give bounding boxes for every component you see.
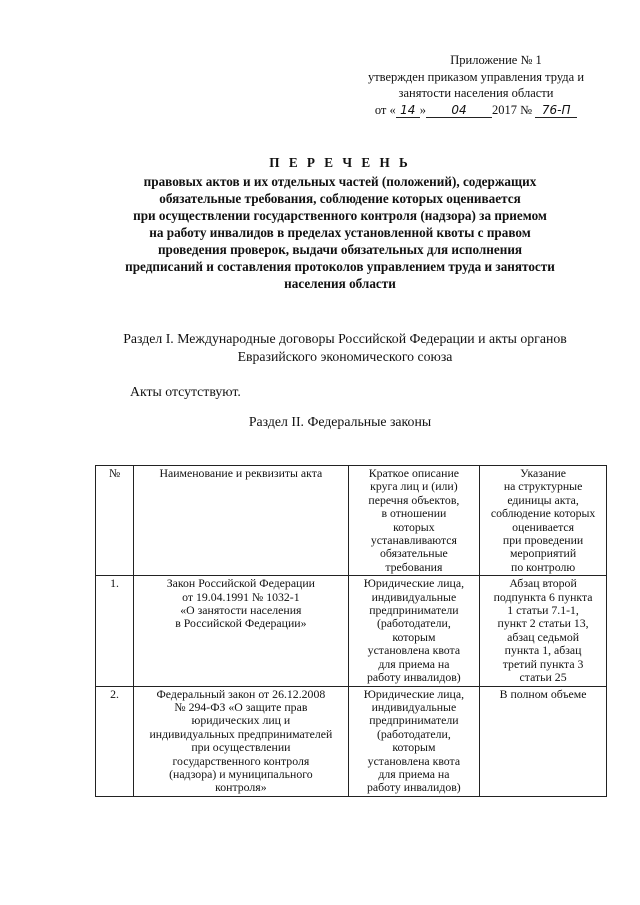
- cell-line: установлена квота: [367, 753, 461, 768]
- appendix-approved-line: утвержден приказом управления труда и: [367, 69, 585, 84]
- header-indication: [480, 466, 607, 576]
- header-line: оценивается: [512, 519, 575, 534]
- appendix-block: [356, 52, 596, 118]
- cell-line: абзац седьмой: [507, 629, 580, 644]
- appendix-authority-line: занятости населения области: [398, 86, 554, 100]
- cell-line: индивидуальных предпринимателей: [149, 726, 333, 741]
- header-line: на структурные: [503, 479, 583, 494]
- heading-line: обязательные требования, соблюдение которых оценивается: [159, 191, 521, 206]
- handwritten-order-number: 76-П: [535, 104, 577, 118]
- cell-line: работу инвалидов): [367, 780, 461, 795]
- header-line: обязательные: [380, 546, 448, 561]
- cell-line: Юридические лица,: [363, 576, 465, 591]
- cell-line: от 19.04.1991 № 1032-1: [182, 589, 300, 604]
- cell-line: Юридические лица,: [363, 686, 465, 701]
- cell-line: в Российской Федерации»: [175, 616, 307, 631]
- cell-line: предприниматели: [369, 603, 459, 618]
- section-1-heading: [60, 330, 630, 365]
- header-line: которых: [393, 519, 435, 534]
- cell-line: пункт 2 статьи 13,: [497, 616, 589, 631]
- row-number: 1.: [96, 576, 134, 686]
- cell-line: Закон Российской Федерации: [166, 576, 315, 591]
- header-line: требования: [385, 559, 443, 574]
- header-line: при проведении: [502, 533, 584, 548]
- heading-line: проведения проверок, выдачи обязательных для исполнения: [157, 242, 523, 257]
- section-2-heading: Раздел II. Федеральные законы: [248, 414, 432, 429]
- cell-line: которым: [392, 740, 436, 755]
- cell-line: (работодатели,: [376, 726, 451, 741]
- table-row: [96, 686, 607, 796]
- header-number: №: [96, 466, 134, 576]
- header-line: единицы акта,: [507, 492, 579, 507]
- header-line: устанавливаются: [370, 533, 457, 548]
- table-header-row: [96, 466, 607, 576]
- cell-line: Абзац второй: [509, 576, 577, 591]
- appendix-title: Приложение № 1: [450, 53, 542, 67]
- cell-line: юридических лиц и: [191, 713, 291, 728]
- cell-line: контроля»: [215, 780, 267, 795]
- no-acts-text: Акты отсутствуют.: [130, 384, 241, 399]
- cell-line: «О занятости населения: [180, 603, 302, 618]
- table-row: [96, 576, 607, 686]
- heading-line: правовых актов и их отдельных частей (положений), содержащих: [143, 174, 537, 189]
- cell-line: (надзора) и муниципального: [169, 766, 313, 781]
- cell-line: которым: [392, 629, 436, 644]
- cell-line: В полном объеме: [499, 686, 587, 701]
- document-title: П Е Р Е Ч Е Н Ь: [269, 155, 411, 170]
- header-line: круга лиц и (или): [370, 479, 458, 494]
- header-line: Указание: [520, 466, 567, 480]
- row-act-name: [134, 576, 348, 686]
- cell-line: индивидуальные: [371, 699, 457, 714]
- cell-line: при осуществлении: [191, 740, 291, 755]
- handwritten-day: 14: [396, 104, 420, 118]
- row-number: 2.: [96, 686, 134, 796]
- section-1-line: Евразийского экономического союза: [237, 348, 453, 364]
- header-line: мероприятий: [509, 546, 577, 561]
- header-line: соблюдение которых: [490, 506, 596, 521]
- cell-line: для приема на: [378, 656, 450, 671]
- row-description: [348, 576, 480, 686]
- cell-line: третий пункта 3: [502, 656, 584, 671]
- document-heading: [60, 154, 620, 292]
- row-indication: [480, 576, 607, 686]
- cell-line: для приема на: [378, 766, 450, 781]
- appendix-date-line: [356, 102, 596, 119]
- date-prefix: от «: [374, 102, 396, 117]
- row-description: [348, 686, 480, 796]
- cell-line: Федеральный закон от 26.12.2008: [156, 686, 326, 701]
- header-name: Наименование и реквизиты акта: [134, 466, 348, 576]
- header-line: в отношении: [381, 506, 447, 521]
- row-indication: [480, 686, 607, 796]
- header-line: перечня объектов,: [368, 492, 460, 507]
- handwritten-month: 04: [426, 104, 492, 118]
- cell-line: 1 статьи 7.1-1,: [507, 603, 579, 618]
- heading-line: предписаний и составления протоколов управлением труда и занятости: [125, 259, 555, 274]
- heading-line: на работу инвалидов в пределах установленной квоты с правом: [149, 225, 531, 240]
- heading-line: при осуществлении государственного контроля (надзора) за приемом: [133, 208, 547, 223]
- cell-line: государственного контроля: [172, 753, 310, 768]
- header-line: Краткое описание: [368, 466, 459, 480]
- cell-line: № 294-ФЗ «О защите прав: [174, 699, 308, 714]
- heading-line: населения области: [284, 276, 396, 291]
- acts-table: [95, 465, 607, 797]
- cell-line: установлена квота: [367, 643, 461, 658]
- date-mid: »: [419, 102, 426, 117]
- date-year: 2017 №: [492, 102, 533, 117]
- header-line: по контролю: [511, 559, 576, 574]
- cell-line: (работодатели,: [376, 616, 451, 631]
- cell-line: предприниматели: [369, 713, 459, 728]
- cell-line: подпункта 6 пункта: [493, 589, 593, 604]
- row-act-name: [134, 686, 348, 796]
- cell-line: статьи 25: [519, 670, 567, 685]
- cell-line: работу инвалидов): [367, 670, 461, 685]
- header-description: [348, 466, 480, 576]
- section-1-line: Раздел I. Международные договоры Российской Федерации и акты органов: [123, 331, 567, 346]
- cell-line: индивидуальные: [371, 589, 457, 604]
- cell-line: пункта 1, абзац: [504, 643, 582, 658]
